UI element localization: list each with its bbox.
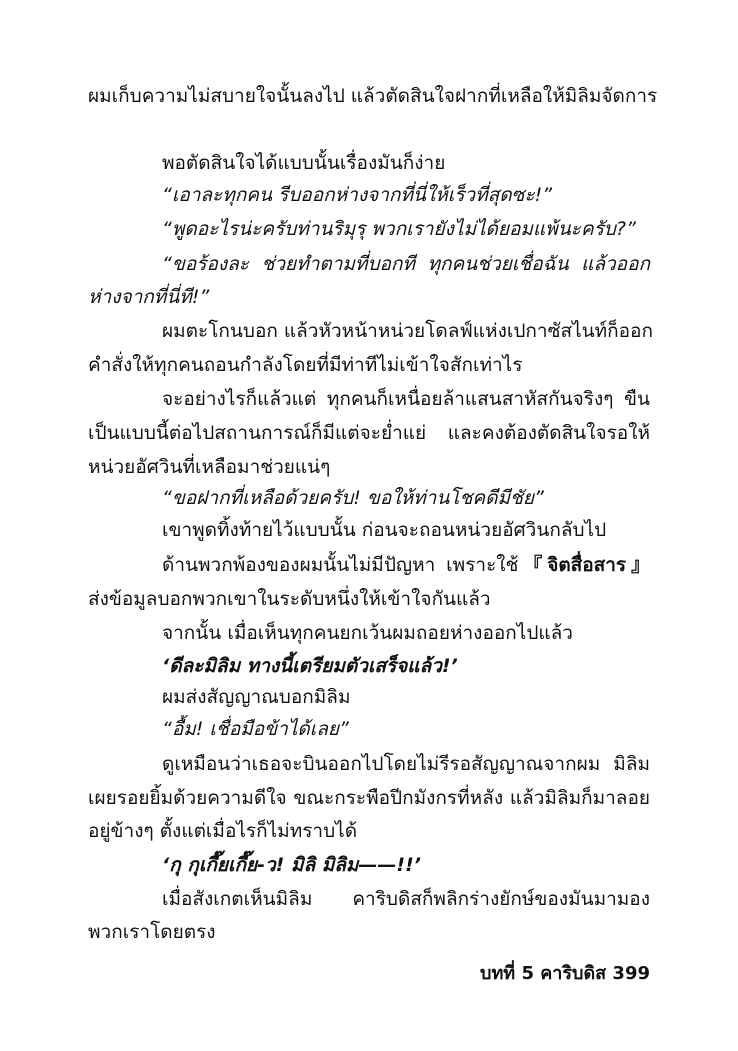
text-line: อยู่ข้างๆ ตั้งแต่เมื่อไรก็ไม่ทราบได้ — [88, 820, 358, 842]
text-line: ผมตะโกนบอก แล้วหัวหน้าหน่วยโดลฟ์แห่งเปกาซัสไนท์ก็ออก — [162, 320, 653, 342]
text-line: ผมส่งสัญญาณบอกมิลิม — [162, 686, 351, 708]
dialogue-line: “เอาละทุกคน รีบออกห่างจากที่นี่ให้เร็วที่สุดซะ!” — [162, 184, 553, 206]
text-line — [162, 553, 650, 577]
text-line: ผมเก็บความไม่สบายใจนั้นลงไป แล้วตัดสินใจฝากที่เหลือให้มิลิมจัดการ — [88, 85, 658, 107]
dialogue-line: “อื้ม! เชื่อมือข้าได้เลย” — [162, 718, 349, 740]
text-line: จะอย่างไรก็แล้วแต่ ทุกคนก็เหนื่อยล้าแสนสาหัสกันจริงๆ ขืน — [162, 388, 650, 410]
text-line: พวกเราโดยตรง — [88, 921, 216, 943]
dialogue-line: “พูดอะไรน่ะครับท่านริมุรุ พวกเรายังไม่ได้ยอมแพ้นะครับ?” — [162, 218, 636, 240]
text-line: เขาพูดทิ้งท้ายไว้แบบนั้น ก่อนจะถอนหน่วยอัศวินกลับไป — [162, 519, 607, 541]
dialogue-line: ห่างจากที่นี่ที!” — [88, 286, 210, 308]
telepathy-line: ‘ดีละมิลิม ทางนี้เตรียมตัวเสร็จแล้ว!’ — [162, 655, 458, 677]
page-footer: บทที่ 5 คาริบดิส 399 — [480, 963, 650, 984]
dialogue-line: “ขอร้องละ ช่วยทำตามที่บอกที ทุกคนช่วยเชื่อฉัน แล้วออก — [162, 253, 650, 275]
text-line: ดูเหมือนว่าเธอจะบินออกไปโดยไม่รีรอสัญญาณจากผม มิลิม — [162, 753, 650, 775]
telepathy-line: ‘กุ กุเกี๊ยเกี๊ย-ว! มิลิ มิลิม——!!’ — [162, 854, 421, 876]
text-line: เป็นแบบนี้ต่อไปสถานการณ์ก็มีแต่จะย่ำแย่ และคงต้องตัดสินใจรอให้ — [88, 422, 650, 444]
text-fragment: ด้านพวกพ้องของผมนั้นไม่มีปัญหา เพราะใช้ — [162, 554, 519, 576]
text-line: จากนั้น เมื่อเห็นทุกคนยกเว้นผมถอยห่างออกไปแล้ว — [162, 622, 573, 644]
text-line: ส่งข้อมูลบอกพวกเขาในระดับหนึ่งให้เข้าใจกันแล้ว — [88, 588, 491, 610]
skill-name: 『จิตสื่อสาร』 — [518, 554, 651, 576]
text-line: หน่วยอัศวินที่เหลือมาช่วยแน่ๆ — [88, 456, 331, 478]
text-line: พอตัดสินใจได้แบบนั้นเรื่องมันก็ง่าย — [162, 152, 446, 174]
dialogue-line: “ขอฝากที่เหลือด้วยครับ! ขอให้ท่านโชคดีมีชัย” — [162, 487, 544, 509]
text-line: เผยรอยยิ้มด้วยความดีใจ ขณะกระพือปีกมังกรที่หลัง แล้วมิลิมก็มาลอย — [88, 787, 650, 809]
text-line: เมื่อสังเกตเห็นมิลิม คาริบดิสก็พลิกร่างยักษ์ของมันมามอง — [162, 888, 650, 910]
text-line: คำสั่งให้ทุกคนถอนกำลังโดยที่มีท่าทีไม่เข้าใจสักเท่าไร — [88, 354, 523, 376]
